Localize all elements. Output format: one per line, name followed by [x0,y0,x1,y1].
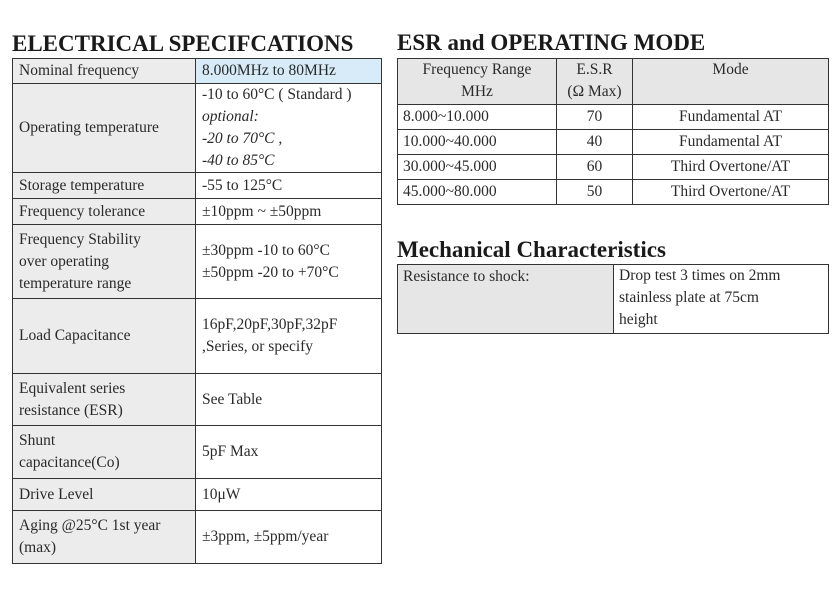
spec-label [13,374,196,426]
spec-value [196,299,382,374]
spec-label [13,511,196,564]
spec-label [13,225,196,299]
esr-mode-table [397,58,829,205]
mode-header: Mode [633,59,829,105]
spec-value: 5pF Max [196,426,382,479]
spec-value-line: ±30ppm -10 to 60°C [202,241,330,259]
frequency-range-cell: 30.000~45.000 [398,155,557,180]
mode-cell: Fundamental AT [633,105,829,130]
header-line: MHz [461,83,493,100]
table-row [13,173,382,199]
table-row [398,155,829,180]
esr-cell: 70 [557,105,633,130]
esr-cell: 40 [557,130,633,155]
mechanical-value-line: height [619,311,658,328]
mode-cell: Third Overtone/AT [633,155,829,180]
spec-value-line: -10 to 60°C ( Standard ) [202,86,352,103]
spec-value-line: ,Series, or specify [202,338,314,355]
table-row [13,225,382,299]
spec-label-line: resistance (ESR) [19,401,123,419]
esr-cell: 60 [557,155,633,180]
spec-label-line: Equivalent series [19,379,126,397]
mechanical-value-line: Drop test 3 times on 2mm [619,267,781,284]
table-row [13,426,382,479]
spec-label [13,426,196,479]
table-row [13,299,382,374]
table-row [13,59,382,84]
spec-value-line: ±50ppm -20 to +70°C [202,263,339,281]
spec-label-line: capacitance(Co) [19,454,120,471]
spec-value-line: optional: [202,108,259,125]
spec-value-line: -20 to 70°C , [202,130,283,147]
spec-label-line: temperature range [19,274,132,292]
table-row [398,180,829,205]
spec-value: 10μW [196,479,382,511]
table-row [13,511,382,564]
spec-label: Operating temperature [13,84,196,173]
table-row [13,479,382,511]
spec-value-line: -40 to 85°C [202,152,275,169]
frequency-range-cell: 8.000~10.000 [398,105,557,130]
table-row [13,84,382,173]
table-row [398,105,829,130]
mechanical-label: Resistance to shock: [398,265,614,334]
spec-value-line: 16pF,20pF,30pF,32pF [202,316,338,333]
table-row [13,199,382,225]
mechanical-value [614,265,829,334]
spec-value [196,84,382,173]
esr-header [557,59,633,105]
spec-label-line: (max) [19,539,57,556]
header-line: Frequency Range [422,61,532,78]
mode-cell: Fundamental AT [633,130,829,155]
spec-label: Storage temperature [13,173,196,199]
mechanical-table [397,264,829,334]
frequency-range-cell: 45.000~80.000 [398,180,557,205]
spec-label: Drive Level [13,479,196,511]
table-row [398,130,829,155]
mode-cell: Third Overtone/AT [633,180,829,205]
spec-label-line: Shunt [19,432,56,449]
esr-operating-mode-heading: ESR and OPERATING MODE [397,30,706,55]
frequency-range-cell: 10.000~40.000 [398,130,557,155]
mechanical-value-line: stainless plate at 75cm [619,289,759,306]
spec-value: ±10ppm ~ ±50ppm [196,199,382,225]
spec-label: Load Capacitance [13,299,196,374]
spec-value: -55 to 125°C [196,173,382,199]
spec-value: 8.000MHz to 80MHz [196,59,382,84]
spec-label-line: Aging @25°C 1st year [19,517,161,534]
spec-value: ±3ppm, ±5ppm/year [196,511,382,564]
esr-cell: 50 [557,180,633,205]
spec-value: See Table [196,374,382,426]
header-line: (Ω Max) [567,83,622,100]
spec-label-line: over operating [19,252,109,270]
table-header-row [398,59,829,105]
table-row [398,265,829,334]
spec-label-line: Frequency Stability [19,230,141,248]
electrical-specs-heading: ELECTRICAL SPECIFCATIONS [12,31,354,56]
spec-label: Frequency tolerance [13,199,196,225]
header-line: E.S.R [576,61,613,78]
table-row [13,374,382,426]
frequency-range-header [398,59,557,105]
electrical-specs-table [12,58,382,564]
spec-value [196,225,382,299]
mechanical-characteristics-heading: Mechanical Characteristics [397,237,666,262]
spec-label: Nominal frequency [13,59,196,84]
